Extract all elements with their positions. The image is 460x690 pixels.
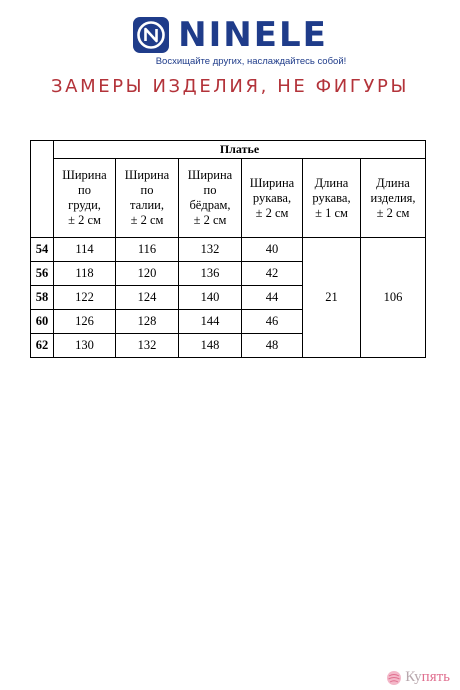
- column-header-line: Ширина: [249, 175, 295, 190]
- measure-hips: 132: [179, 238, 242, 262]
- brand-name: NINELE: [178, 15, 328, 55]
- column-header: [242, 159, 303, 238]
- footer-logo-text: Купять: [405, 669, 450, 685]
- measure-waist: 128: [116, 310, 179, 334]
- size-label: 62: [31, 334, 54, 358]
- footer-logo: [386, 669, 450, 686]
- column-header-line: рукава,: [252, 190, 292, 205]
- brand-header: [0, 16, 460, 67]
- yarn-ball-icon: [386, 670, 402, 686]
- measure-chest: 118: [54, 262, 116, 286]
- size-label: 58: [31, 286, 54, 310]
- measure-hips: 140: [179, 286, 242, 310]
- column-header-line: Ширина: [187, 168, 233, 182]
- column-header-line: по: [78, 183, 91, 197]
- size-label: 60: [31, 310, 54, 334]
- measure-sleeve-width: 40: [242, 238, 303, 262]
- column-header-line: ± 2 см: [68, 213, 101, 227]
- column-header-line: Длина: [314, 175, 349, 190]
- sleeve-length-value: 21: [303, 238, 361, 358]
- size-label: 56: [31, 262, 54, 286]
- size-label: 54: [31, 238, 54, 262]
- measure-sleeve-width: 46: [242, 310, 303, 334]
- column-header-line: изделия,: [370, 190, 416, 205]
- measure-waist: 120: [116, 262, 179, 286]
- column-header-line: ± 2 см: [193, 213, 227, 227]
- column-header: [116, 159, 179, 238]
- brand-logo-icon: [132, 16, 170, 54]
- column-header-line: ± 1 см: [315, 205, 348, 220]
- page-title: ЗАМЕРЫ ИЗДЕЛИЯ, НЕ ФИГУРЫ: [51, 76, 409, 97]
- product-name: Платье: [54, 141, 426, 159]
- column-header-line: ± 2 см: [255, 205, 289, 220]
- column-header-line: ± 2 см: [130, 213, 164, 227]
- column-header-line: Ширина: [124, 168, 170, 182]
- column-header: [303, 159, 361, 238]
- table-row: [31, 238, 426, 262]
- size-table: [30, 140, 426, 358]
- column-header-line: по: [203, 183, 217, 197]
- measure-hips: 148: [179, 334, 242, 358]
- column-header-line: груди,: [68, 198, 101, 212]
- measure-hips: 136: [179, 262, 242, 286]
- column-header-line: ± 2 см: [376, 205, 410, 220]
- column-header-line: по: [140, 183, 154, 197]
- column-header: [361, 159, 426, 238]
- measure-chest: 126: [54, 310, 116, 334]
- brand-tagline: Восхищайте других, наслаждайтесь собой!: [155, 56, 347, 67]
- size-header-cell: [31, 141, 54, 238]
- measure-chest: 130: [54, 334, 116, 358]
- measure-waist: 116: [116, 238, 179, 262]
- measure-chest: 114: [54, 238, 116, 262]
- column-header-line: Ширина: [62, 168, 107, 182]
- size-rows: [31, 238, 426, 358]
- measure-waist: 132: [116, 334, 179, 358]
- measure-chest: 122: [54, 286, 116, 310]
- column-header-line: Длина: [376, 175, 410, 190]
- column-header-line: бёдрам,: [189, 198, 231, 212]
- column-header: [179, 159, 242, 238]
- column-header-line: талии,: [129, 198, 164, 212]
- measure-waist: 124: [116, 286, 179, 310]
- column-header-line: рукава,: [312, 190, 351, 205]
- measure-sleeve-width: 42: [242, 262, 303, 286]
- brand-row: [0, 16, 460, 54]
- measure-sleeve-width: 44: [242, 286, 303, 310]
- garment-length-value: 106: [361, 238, 426, 358]
- measure-sleeve-width: 48: [242, 334, 303, 358]
- measure-hips: 144: [179, 310, 242, 334]
- table-header-row: [31, 141, 426, 159]
- column-headers-row: [31, 159, 426, 238]
- column-header: [54, 159, 116, 238]
